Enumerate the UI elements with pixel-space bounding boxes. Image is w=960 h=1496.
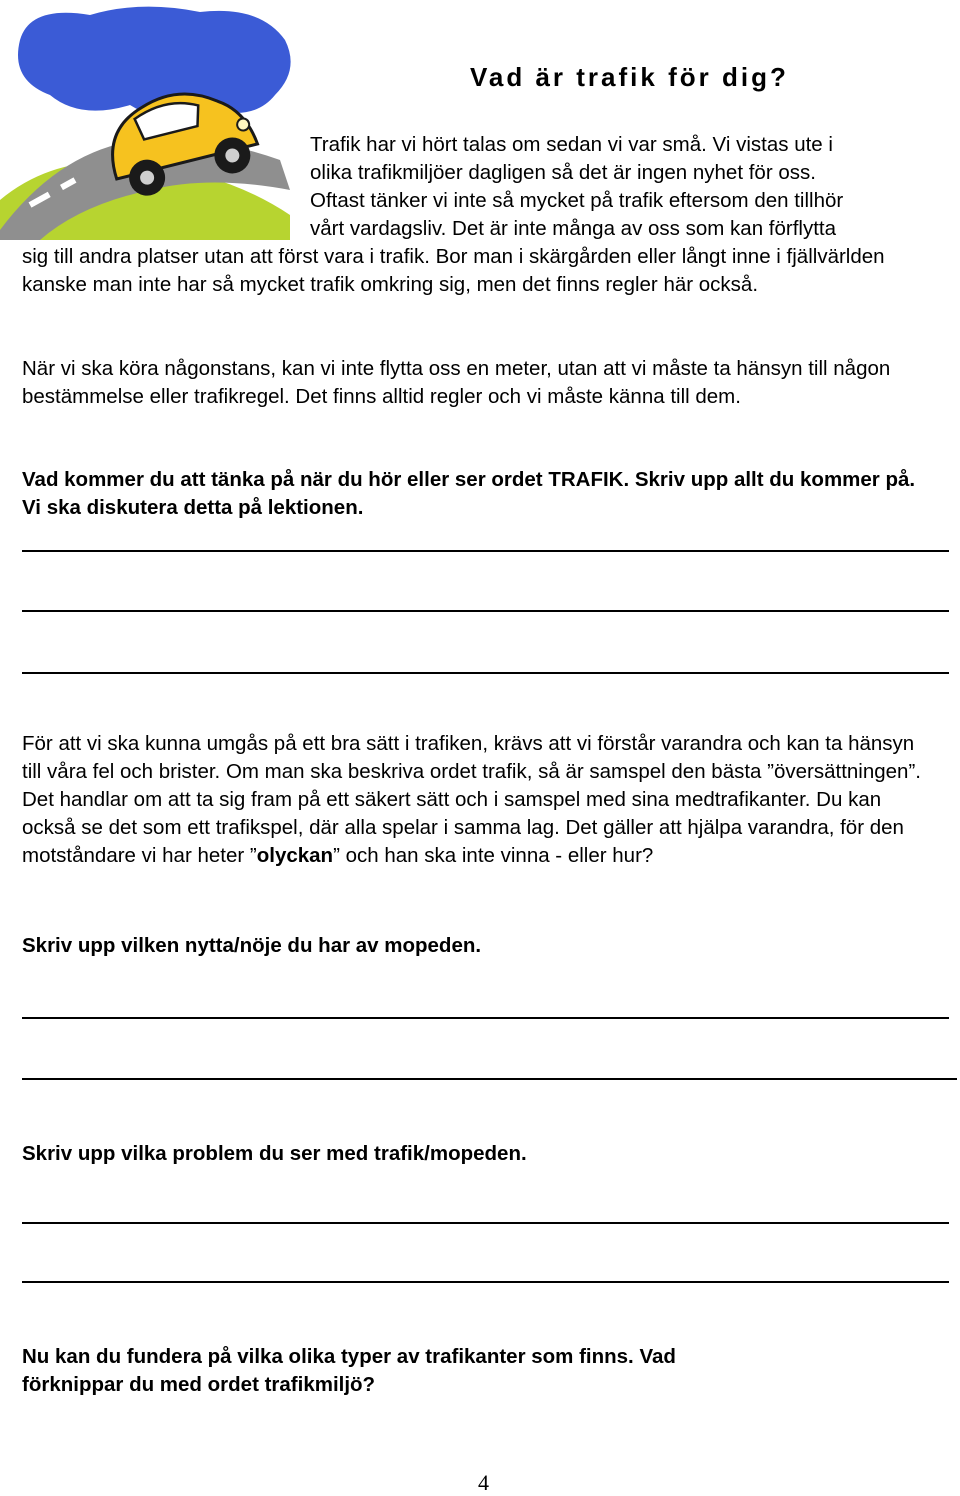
intro-line: Oftast tänker vi inte så mycket på trafik eftersom den tillhör xyxy=(310,189,844,212)
paragraph-text: För att vi ska kunna umgås på ett bra sätt i trafiken, krävs att vi förstår varandra och kan ta hänsyn till våra fel och brister. Om man ska beskriva ordet trafik, så är samspel den bästa ”översättningen”. Det handlar om att ta sig fram på ett säkert sätt och i samspel med sina medtrafikanter. Du kan också se det som ett trafikspel, där alla spelar i samma lag. Det gäller att hjälpa varandra, för den motståndare vi har heter ” xyxy=(22,732,921,867)
paragraph-text-end: ” och han ska inte vinna - eller hur? xyxy=(333,844,654,867)
answer-line[interactable] xyxy=(22,1281,949,1283)
answer-line[interactable] xyxy=(22,550,949,552)
question-road-users: Nu kan du fundera på vilka olika typer av trafikanter som finns. Vad förknippar du med ordet trafikmiljö? xyxy=(22,1345,676,1396)
intro-paragraph: sig till andra platser utan att först vara i trafik. Bor man i skärgården eller långt inne i fjällvärlden kanske man inte har så mycket trafik omkring sig, men det finns regler här också. xyxy=(22,245,885,296)
intro-line: olika trafikmiljöer dagligen så det är ingen nyhet för oss. xyxy=(310,161,816,184)
bold-word: olyckan xyxy=(256,844,334,867)
answer-line[interactable] xyxy=(22,1222,949,1224)
question-traffic-thoughts: Vad kommer du att tänka på när du hör eller ser ordet TRAFIK. Skriv upp allt du kommer på. Vi ska diskutera detta på lektionen. xyxy=(22,468,916,519)
intro-line: vårt vardagsliv. Det är inte många av oss som kan förflytta xyxy=(310,217,837,240)
intro-line: Trafik har vi hört talas om sedan vi var små. Vi vistas ute i xyxy=(310,133,833,156)
car-on-road-clipart xyxy=(0,0,300,240)
answer-line[interactable] xyxy=(22,1017,949,1019)
paragraph-traffic-rules: När vi ska köra någonstans, kan vi inte flytta oss en meter, utan att vi måste ta hänsyn till någon bestämmelse eller trafikregel. Det finns alltid regler och vi måste känna till dem. xyxy=(22,357,891,408)
page-title: Vad är trafik för dig? xyxy=(470,62,789,92)
answer-line[interactable] xyxy=(22,1078,957,1080)
answer-line[interactable] xyxy=(22,610,949,612)
page-number: 4 xyxy=(478,1470,489,1495)
paragraph-interaction xyxy=(22,730,937,870)
question-moped-benefit: Skriv upp vilken nytta/nöje du har av mopeden. xyxy=(22,934,482,957)
answer-line[interactable] xyxy=(22,672,949,674)
question-traffic-problems: Skriv upp vilka problem du ser med trafik/mopeden. xyxy=(22,1142,527,1165)
